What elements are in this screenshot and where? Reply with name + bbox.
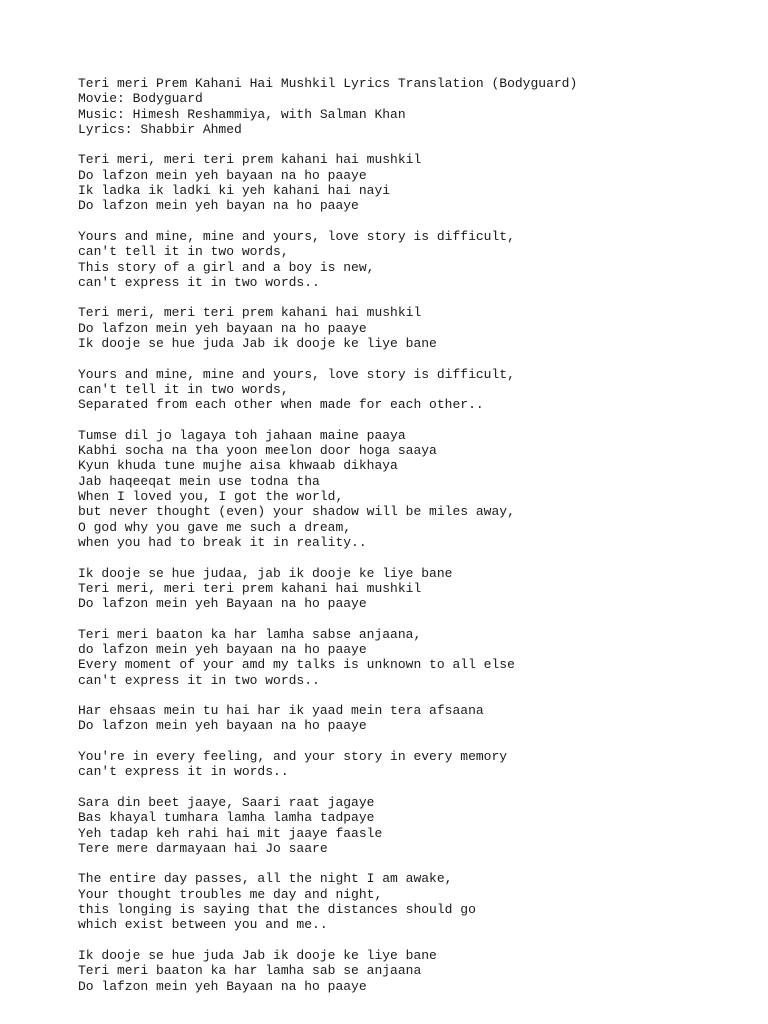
- stanza: [78, 749, 758, 780]
- stanza: [78, 627, 758, 688]
- stanza-gap: [78, 611, 758, 626]
- stanza-gap: [78, 214, 758, 229]
- lyric-line: Ik dooje se hue juda Jab ik dooje ke liye bane: [78, 336, 437, 352]
- lyric-line: The entire day passes, all the night I am awake,: [78, 871, 453, 887]
- lyric-line: Teri meri baaton ka har lamha sabse anjaana,: [78, 626, 422, 642]
- lyric-line: This story of a girl and a boy is new,: [78, 259, 375, 275]
- stanza: [78, 566, 758, 612]
- lyrics-document: [78, 76, 758, 994]
- stanza: [78, 703, 758, 734]
- stanza-gap: [78, 780, 758, 795]
- stanza-gap: [78, 688, 758, 703]
- stanza-list: [78, 137, 758, 994]
- lyric-line: O god why you gave me such a dream,: [78, 519, 352, 535]
- stanza: [78, 795, 758, 856]
- lyric-line: can't tell it in two words,: [78, 381, 289, 397]
- lyric-line: but never thought (even) your shadow will be miles away,: [78, 504, 515, 520]
- lyric-line: do lafzon mein yeh bayaan na ho paaye: [78, 641, 367, 657]
- lyric-line: Every moment of your amd my talks is unknown to all else: [78, 657, 515, 673]
- lyric-line: Do lafzon mein yeh bayaan na ho paaye: [78, 718, 367, 734]
- lyric-line: can't tell it in two words,: [78, 244, 289, 260]
- stanza-gap: [78, 550, 758, 565]
- lyric-line: Do lafzon mein yeh bayan na ho paaye: [78, 198, 359, 214]
- lyric-line: Teri meri baaton ka har lamha sab se anjaana: [78, 963, 422, 979]
- lyric-line: this longing is saying that the distances should go: [78, 902, 476, 918]
- lyric-line: Separated from each other when made for each other..: [78, 397, 484, 413]
- lyric-line: Teri meri, meri teri prem kahani hai mushkil: [78, 580, 422, 596]
- stanza: [78, 871, 758, 932]
- stanza: [78, 367, 758, 413]
- lyric-line: Ik dooje se hue juda Jab ik dooje ke liye bane: [78, 947, 437, 963]
- lyric-line: Teri meri, meri teri prem kahani hai mushkil: [78, 152, 422, 168]
- lyric-line: Do lafzon mein yeh Bayaan na ho paaye: [78, 978, 367, 994]
- lyric-line: Kyun khuda tune mujhe aisa khwaab dikhaya: [78, 458, 398, 474]
- document-title: Teri meri Prem Kahani Hai Mushkil Lyrics Translation (Bodyguard): [78, 76, 578, 91]
- stanza-gap: [78, 734, 758, 749]
- lyric-line: Bas khayal tumhara lamha lamha tadpaye: [78, 810, 375, 826]
- lyric-line: Yours and mine, mine and yours, love story is difficult,: [78, 228, 515, 244]
- lyric-line: when you had to break it in reality..: [78, 534, 367, 550]
- lyric-line: When I loved you, I got the world,: [78, 489, 344, 505]
- lyric-line: Sara din beet jaaye, Saari raat jagaye: [78, 794, 375, 810]
- stanza-gap: [78, 413, 758, 428]
- lyric-line: Tumse dil jo lagaya toh jahaan maine paaya: [78, 427, 406, 443]
- lyric-line: Tere mere darmayaan hai Jo saare: [78, 840, 328, 856]
- stanza: [78, 428, 758, 550]
- lyric-line: Do lafzon mein yeh bayaan na ho paaye: [78, 320, 367, 336]
- lyric-line: You're in every feeling, and your story in every memory: [78, 749, 508, 765]
- lyric-line: Do lafzon mein yeh bayaan na ho paaye: [78, 167, 367, 183]
- lyric-line: Do lafzon mein yeh Bayaan na ho paaye: [78, 596, 367, 612]
- lyric-line: Yours and mine, mine and yours, love story is difficult,: [78, 366, 515, 382]
- lyric-line: which exist between you and me..: [78, 917, 328, 933]
- stanza-gap: [78, 856, 758, 871]
- stanza-gap: [78, 290, 758, 305]
- stanza-gap: [78, 137, 758, 152]
- lyric-line: Yeh tadap keh rahi hai mit jaaye faasle: [78, 825, 383, 841]
- lyric-line: Teri meri, meri teri prem kahani hai mushkil: [78, 305, 422, 321]
- stanza: [78, 229, 758, 290]
- stanza-gap: [78, 933, 758, 948]
- document-header: [78, 76, 758, 137]
- lyric-line: Jab haqeeqat mein use todna tha: [78, 473, 320, 489]
- lyric-line: Ik dooje se hue judaa, jab ik dooje ke liye bane: [78, 565, 453, 581]
- music-line: Music: Himesh Reshammiya, with Salman Khan: [78, 106, 406, 122]
- lyric-line: can't express it in words..: [78, 764, 289, 780]
- stanza: [78, 305, 758, 351]
- lyric-line: can't express it in two words..: [78, 274, 320, 290]
- lyrics-credit-line: Lyrics: Shabbir Ahmed: [78, 121, 242, 137]
- stanza: [78, 152, 758, 213]
- lyric-line: can't express it in two words..: [78, 672, 320, 688]
- lyric-line: Ik ladka ik ladki ki yeh kahani hai nayi: [78, 183, 391, 199]
- stanza: [78, 948, 758, 994]
- movie-line: Movie: Bodyguard: [78, 91, 203, 107]
- lyric-line: Kabhi socha na tha yoon meelon door hoga saaya: [78, 443, 437, 459]
- stanza-gap: [78, 351, 758, 366]
- lyric-line: Your thought troubles me day and night,: [78, 886, 383, 902]
- lyric-line: Har ehsaas mein tu hai har ik yaad mein tera afsaana: [78, 703, 484, 719]
